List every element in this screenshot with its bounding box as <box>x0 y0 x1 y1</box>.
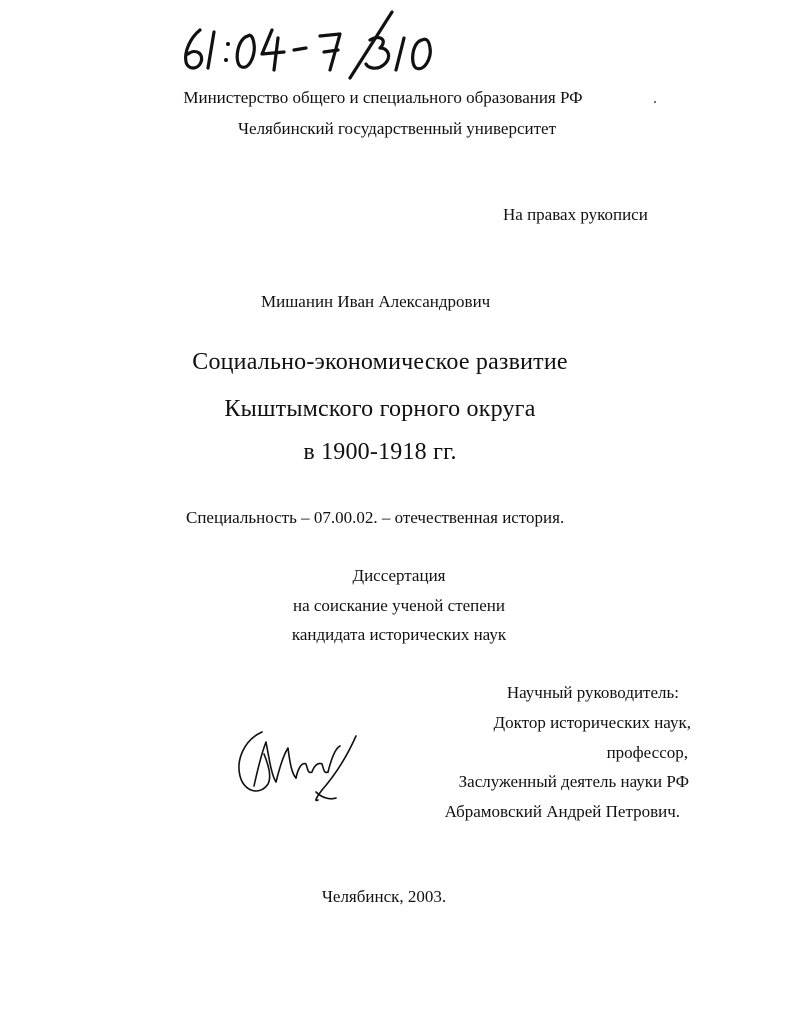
supervisor-honor: Заслуженный деятель науки РФ <box>458 772 689 791</box>
manuscript-rights: На правах рукописи <box>503 205 648 224</box>
handwritten-archive-code <box>170 8 460 80</box>
stray-dot <box>654 101 656 103</box>
dissertation-line-2: на соискание ученой степени <box>292 596 506 615</box>
author-name: Мишанин Иван Александрович <box>261 292 491 311</box>
supervisor-label: Научный руководитель: <box>506 683 679 702</box>
dissertation-line-1: Диссертация <box>352 566 446 585</box>
thesis-title-line-2: Кыштымского горного округа <box>224 396 536 422</box>
university-line: Челябинский государственный университет <box>237 119 557 138</box>
supervisor-name: Абрамовский Андрей Петрович. <box>444 802 680 821</box>
dissertation-line-3: кандидата исторических наук <box>291 625 507 644</box>
thesis-title-line-1: Социально-экономическое развитие <box>192 349 568 375</box>
supervisor-rank: профессор, <box>606 743 688 762</box>
thesis-title-line-3: в 1900-1918 гг. <box>303 439 457 465</box>
specialty-line: Специальность – 07.00.02. – отечественная история. <box>186 508 565 527</box>
supervisor-degree: Доктор исторических наук, <box>493 713 691 732</box>
handwritten-signature <box>232 712 372 807</box>
ministry-line: Министерство общего и специального образования РФ <box>183 88 583 107</box>
city-year: Челябинск, 2003. <box>321 887 447 906</box>
